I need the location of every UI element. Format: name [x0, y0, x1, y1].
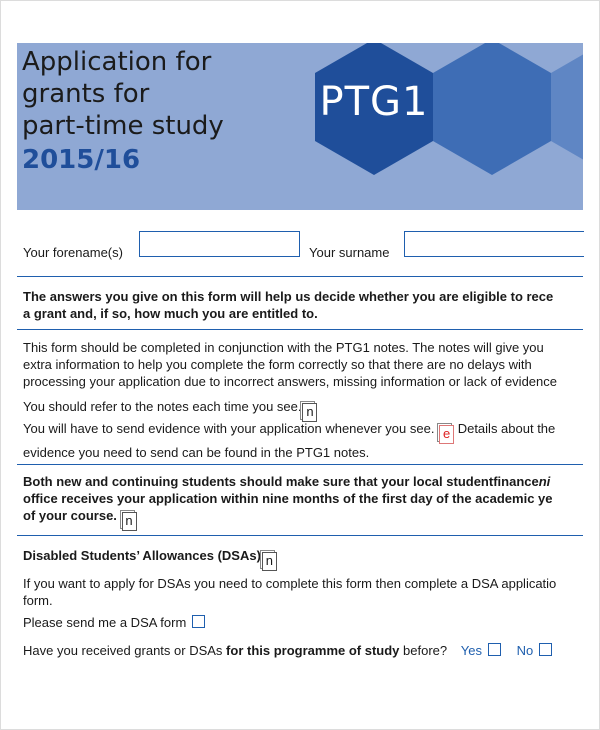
hexagon-graphic [17, 43, 583, 210]
header-banner [17, 43, 583, 210]
forename-label: Your forename(s) [23, 245, 123, 260]
deadline-line-1: Both new and continuing students should make sure that your local studentfinance [23, 474, 539, 489]
dsa-section [23, 547, 600, 609]
title-line-1: Application for [22, 47, 212, 77]
evidence-text-before: You will have to send evidence with your application whenever you see. [23, 421, 435, 436]
divider-1 [17, 276, 583, 277]
form-code-badge: PTG1 [319, 79, 429, 125]
surname-label: Your surname [309, 245, 390, 260]
no-checkbox[interactable] [539, 643, 552, 656]
intro-line-1: The answers you give on this form will help us decide whether you are eligible to rece [23, 289, 554, 304]
notes-line-1: This form should be completed in conjunction with the PTG1 notes. The notes will give you [23, 340, 544, 355]
title-line-3: part-time study [22, 111, 224, 141]
notes-line-2: extra information to help you complete the form correctly so that there are no delays with [23, 357, 532, 372]
name-fields-row [0, 231, 600, 261]
question-text-bold: for this programme of study [226, 643, 400, 658]
academic-year: 2015/16 [22, 145, 141, 175]
title-line-2: grants for [22, 79, 150, 109]
eligibility-intro [23, 288, 600, 322]
yes-label: Yes [460, 643, 482, 658]
deadline-line-3: of your course. [23, 508, 117, 523]
refer-notes-line [23, 398, 600, 422]
divider-2 [17, 329, 583, 330]
dsa-line-1: If you want to apply for DSAs you need to complete this form then complete a DSA applicatio [23, 576, 557, 591]
dsa-form-checkbox[interactable] [192, 615, 205, 628]
deadline-italic: ni [538, 474, 551, 489]
question-text-after: before? [399, 643, 448, 658]
evidence-reference-icon: e [439, 425, 454, 444]
evidence-paragraph [23, 420, 600, 461]
dsa-form-label: Please send me a DSA form [23, 615, 187, 630]
divider-3 [17, 464, 583, 465]
notes-reference-icon: n [302, 403, 317, 422]
notes-paragraph [23, 339, 600, 390]
question-text-before: Have you received grants or DSAs [23, 643, 227, 658]
hexagon-light [551, 43, 583, 175]
deadline-line-2: office receives your application within nine months of the first day of the academic ye [23, 491, 553, 506]
hexagon-mid [433, 43, 551, 175]
intro-line-2: a grant and, if so, how much you are entitled to. [23, 306, 318, 321]
no-label: No [516, 643, 534, 658]
surname-input[interactable] [404, 231, 584, 257]
dsa-notes-icon: n [262, 552, 277, 571]
deadline-notice [23, 473, 600, 531]
dsa-line-2: form. [23, 593, 53, 608]
refer-notes-text: You should refer to the notes each time you see. [23, 399, 302, 414]
divider-4 [17, 535, 583, 536]
notes-line-3: processing your application due to incorrect answers, missing information or lack of evidence [23, 374, 557, 389]
prior-funding-question [23, 642, 600, 659]
forename-input[interactable] [139, 231, 300, 257]
evidence-line-2: evidence you need to send can be found in the PTG1 notes. [23, 445, 370, 460]
dsa-form-request [23, 614, 600, 631]
deadline-notes-icon: n [122, 512, 137, 531]
dsa-heading: Disabled Students’ Allowances (DSAs) [23, 548, 261, 563]
yes-checkbox[interactable] [488, 643, 501, 656]
evidence-text-after: Details about the [457, 421, 556, 436]
